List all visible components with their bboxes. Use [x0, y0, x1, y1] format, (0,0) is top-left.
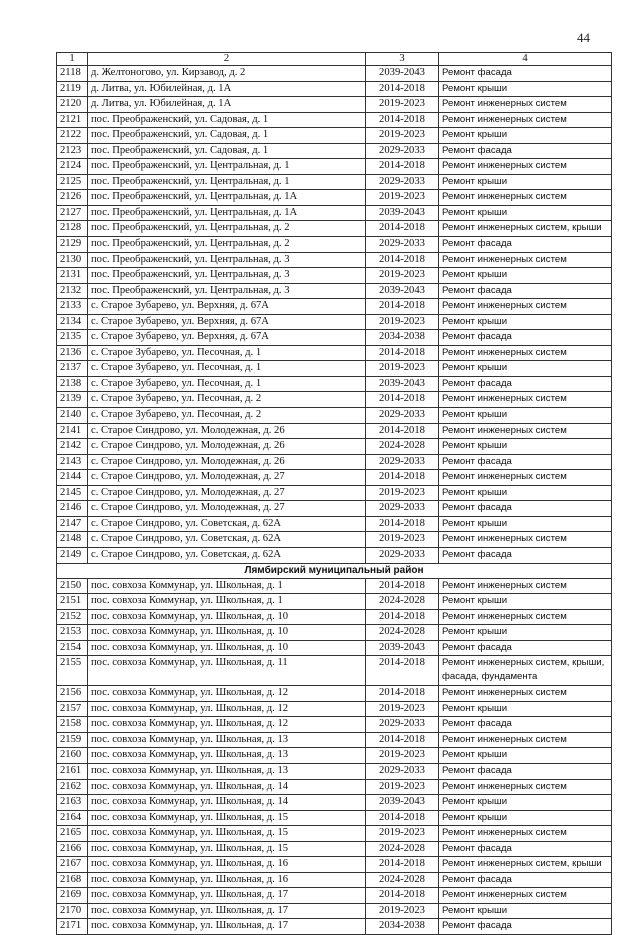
table-row [57, 640, 612, 656]
row-number: 2160 [57, 748, 88, 764]
row-work-type: Ремонт крыши [439, 439, 612, 455]
table-row [57, 330, 612, 346]
row-work-type: Ремонт крыши [439, 128, 612, 144]
row-period: 2014-2018 [366, 299, 439, 315]
row-work-type: Ремонт инженерных систем [439, 190, 612, 206]
row-number: 2150 [57, 578, 88, 594]
row-address: пос. совхоза Коммунар, ул. Школьная, д. 13 [88, 748, 366, 764]
section-row [57, 563, 612, 578]
row-period: 2019-2023 [366, 748, 439, 764]
row-number: 2153 [57, 625, 88, 641]
row-address: пос. совхоза Коммунар, ул. Школьная, д. 17 [88, 919, 366, 935]
row-number: 2166 [57, 841, 88, 857]
row-number: 2165 [57, 826, 88, 842]
row-period: 2014-2018 [366, 888, 439, 904]
row-number: 2122 [57, 128, 88, 144]
row-work-type: Ремонт крыши [439, 516, 612, 532]
row-work-type: Ремонт инженерных систем [439, 112, 612, 128]
row-period: 2029-2033 [366, 454, 439, 470]
row-period: 2039-2043 [366, 66, 439, 82]
row-address: с. Старое Синдрово, ул. Молодежная, д. 26 [88, 439, 366, 455]
table-row [57, 609, 612, 625]
row-address: с. Старое Зубарево, ул. Песочная, д. 2 [88, 408, 366, 424]
row-number: 2169 [57, 888, 88, 904]
row-work-type: Ремонт фасада [439, 66, 612, 82]
row-number: 2133 [57, 299, 88, 315]
row-period: 2039-2043 [366, 205, 439, 221]
row-period: 2019-2023 [366, 485, 439, 501]
row-work-type: Ремонт крыши [439, 408, 612, 424]
row-address: пос. совхоза Коммунар, ул. Школьная, д. 17 [88, 888, 366, 904]
table-row [57, 205, 612, 221]
row-number: 2158 [57, 717, 88, 733]
row-address: с. Старое Синдрово, ул. Советская, д. 62А [88, 532, 366, 548]
row-number: 2139 [57, 392, 88, 408]
row-number: 2168 [57, 872, 88, 888]
row-work-type: Ремонт крыши [439, 795, 612, 811]
row-period: 2014-2018 [366, 732, 439, 748]
row-work-type: Ремонт инженерных систем [439, 578, 612, 594]
header-col-2: 2 [88, 53, 366, 66]
table-row [57, 314, 612, 330]
row-address: пос. совхоза Коммунар, ул. Школьная, д. 17 [88, 903, 366, 919]
row-number: 2154 [57, 640, 88, 656]
table-row [57, 470, 612, 486]
section-title: Лямбирский муниципальный район [57, 563, 612, 578]
row-number: 2170 [57, 903, 88, 919]
row-number: 2141 [57, 423, 88, 439]
table-row [57, 732, 612, 748]
row-period: 2019-2023 [366, 97, 439, 113]
row-period: 2019-2023 [366, 701, 439, 717]
row-number: 2152 [57, 609, 88, 625]
row-period: 2029-2033 [366, 408, 439, 424]
row-period: 2039-2043 [366, 376, 439, 392]
row-number: 2132 [57, 283, 88, 299]
header-col-4: 4 [439, 53, 612, 66]
header-row [57, 53, 612, 66]
row-number: 2142 [57, 439, 88, 455]
row-address: с. Старое Синдрово, ул. Советская, д. 62А [88, 516, 366, 532]
row-work-type: Ремонт фасада [439, 376, 612, 392]
table-row [57, 345, 612, 361]
row-number: 2128 [57, 221, 88, 237]
row-period: 2029-2033 [366, 763, 439, 779]
row-address: с. Старое Синдрово, ул. Советская, д. 62А [88, 547, 366, 563]
row-address: пос. совхоза Коммунар, ул. Школьная, д. 10 [88, 609, 366, 625]
table-row [57, 408, 612, 424]
row-period: 2019-2023 [366, 314, 439, 330]
row-period: 2039-2043 [366, 283, 439, 299]
row-period: 2014-2018 [366, 81, 439, 97]
row-address: пос. совхоза Коммунар, ул. Школьная, д. 13 [88, 732, 366, 748]
row-number: 2161 [57, 763, 88, 779]
row-address: пос. Преображенский, ул. Садовая, д. 1 [88, 128, 366, 144]
row-address: с. Старое Синдрово, ул. Молодежная, д. 27 [88, 470, 366, 486]
row-number: 2130 [57, 252, 88, 268]
row-number: 2136 [57, 345, 88, 361]
row-address: д. Желтоногово, ул. Кирзавод, д. 2 [88, 66, 366, 82]
row-work-type: Ремонт крыши [439, 748, 612, 764]
row-period: 2014-2018 [366, 159, 439, 175]
row-number: 2156 [57, 686, 88, 702]
row-period: 2034-2038 [366, 919, 439, 935]
row-work-type: Ремонт фасада [439, 143, 612, 159]
row-address: пос. совхоза Коммунар, ул. Школьная, д. 12 [88, 717, 366, 733]
row-number: 2126 [57, 190, 88, 206]
row-period: 2039-2043 [366, 640, 439, 656]
table-body-part-1 [57, 66, 612, 564]
row-work-type: Ремонт фасада [439, 501, 612, 517]
row-period: 2014-2018 [366, 470, 439, 486]
row-period: 2014-2018 [366, 392, 439, 408]
row-address: с. Старое Зубарево, ул. Верхняя, д. 67А [88, 330, 366, 346]
row-work-type: Ремонт крыши [439, 485, 612, 501]
row-number: 2171 [57, 919, 88, 935]
row-work-type: Ремонт фасада [439, 763, 612, 779]
row-work-type: Ремонт крыши [439, 314, 612, 330]
row-number: 2138 [57, 376, 88, 392]
row-work-type: Ремонт инженерных систем [439, 532, 612, 548]
row-work-type: Ремонт фасада [439, 841, 612, 857]
row-number: 2144 [57, 470, 88, 486]
row-address: пос. совхоза Коммунар, ул. Школьная, д. 12 [88, 686, 366, 702]
row-address: пос. совхоза Коммунар, ул. Школьная, д. 13 [88, 763, 366, 779]
table-row [57, 97, 612, 113]
row-address: пос. совхоза Коммунар, ул. Школьная, д. 1 [88, 578, 366, 594]
row-number: 2159 [57, 732, 88, 748]
row-work-type: Ремонт инженерных систем [439, 779, 612, 795]
table-row [57, 485, 612, 501]
table-row [57, 857, 612, 873]
row-work-type: Ремонт крыши [439, 268, 612, 284]
row-work-type: Ремонт инженерных систем [439, 345, 612, 361]
row-period: 2019-2023 [366, 903, 439, 919]
row-address: пос. Преображенский, ул. Центральная, д. 3 [88, 268, 366, 284]
table-row [57, 190, 612, 206]
row-period: 2019-2023 [366, 532, 439, 548]
row-work-type: Ремонт фасада [439, 237, 612, 253]
row-period: 2014-2018 [366, 578, 439, 594]
row-number: 2118 [57, 66, 88, 82]
row-number: 2151 [57, 594, 88, 610]
row-period: 2029-2033 [366, 501, 439, 517]
table-row [57, 795, 612, 811]
table-row [57, 143, 612, 159]
row-number: 2145 [57, 485, 88, 501]
table-body-part-2 [57, 578, 612, 934]
row-number: 2127 [57, 205, 88, 221]
row-address: с. Старое Синдрово, ул. Молодежная, д. 26 [88, 423, 366, 439]
table-row [57, 81, 612, 97]
row-work-type: Ремонт инженерных систем [439, 97, 612, 113]
row-address: д. Литва, ул. Юбилейная, д. 1А [88, 97, 366, 113]
row-number: 2164 [57, 810, 88, 826]
row-number: 2146 [57, 501, 88, 517]
row-address: пос. совхоза Коммунар, ул. Школьная, д. 15 [88, 841, 366, 857]
row-address: пос. совхоза Коммунар, ул. Школьная, д. 15 [88, 810, 366, 826]
row-period: 2024-2028 [366, 872, 439, 888]
row-address: пос. совхоза Коммунар, ул. Школьная, д. 11 [88, 656, 366, 686]
row-period: 2014-2018 [366, 112, 439, 128]
row-number: 2143 [57, 454, 88, 470]
table-row [57, 454, 612, 470]
row-period: 2019-2023 [366, 190, 439, 206]
row-address: с. Старое Зубарево, ул. Верхняя, д. 67А [88, 299, 366, 315]
repair-schedule-table [56, 52, 612, 935]
row-work-type: Ремонт фасада [439, 330, 612, 346]
row-work-type: Ремонт фасада [439, 919, 612, 935]
row-address: д. Литва, ул. Юбилейная, д. 1А [88, 81, 366, 97]
table-row [57, 159, 612, 175]
table-row [57, 919, 612, 935]
row-number: 2137 [57, 361, 88, 377]
row-number: 2163 [57, 795, 88, 811]
row-period: 2014-2018 [366, 516, 439, 532]
row-work-type: Ремонт инженерных систем [439, 299, 612, 315]
row-work-type: Ремонт крыши [439, 361, 612, 377]
table-row [57, 252, 612, 268]
row-period: 2039-2043 [366, 795, 439, 811]
row-period: 2019-2023 [366, 128, 439, 144]
row-number: 2167 [57, 857, 88, 873]
table-row [57, 826, 612, 842]
row-number: 2135 [57, 330, 88, 346]
row-work-type: Ремонт фасада [439, 717, 612, 733]
row-address: пос. Преображенский, ул. Центральная, д. 3 [88, 252, 366, 268]
row-period: 2014-2018 [366, 423, 439, 439]
row-work-type: Ремонт фасада [439, 547, 612, 563]
table-row [57, 66, 612, 82]
row-number: 2162 [57, 779, 88, 795]
row-address: с. Старое Синдрово, ул. Молодежная, д. 27 [88, 485, 366, 501]
row-period: 2014-2018 [366, 345, 439, 361]
row-period: 2019-2023 [366, 268, 439, 284]
row-work-type: Ремонт инженерных систем [439, 392, 612, 408]
row-number: 2119 [57, 81, 88, 97]
table-row [57, 888, 612, 904]
row-address: пос. совхоза Коммунар, ул. Школьная, д. 10 [88, 625, 366, 641]
row-work-type: Ремонт фасада [439, 640, 612, 656]
row-period: 2024-2028 [366, 594, 439, 610]
row-work-type: Ремонт инженерных систем [439, 732, 612, 748]
table-row [57, 810, 612, 826]
row-number: 2147 [57, 516, 88, 532]
table-row [57, 748, 612, 764]
row-work-type: Ремонт крыши [439, 205, 612, 221]
row-number: 2140 [57, 408, 88, 424]
row-address: пос. совхоза Коммунар, ул. Школьная, д. 16 [88, 857, 366, 873]
row-number: 2134 [57, 314, 88, 330]
page-number: 44 [577, 30, 590, 45]
row-work-type: Ремонт крыши [439, 701, 612, 717]
header-col-3: 3 [366, 53, 439, 66]
row-address: пос. Преображенский, ул. Центральная, д. 1А [88, 205, 366, 221]
table-row [57, 532, 612, 548]
row-address: пос. Преображенский, ул. Центральная, д. 1 [88, 174, 366, 190]
row-work-type: Ремонт крыши [439, 594, 612, 610]
row-period: 2029-2033 [366, 174, 439, 190]
table-row [57, 516, 612, 532]
row-period: 2019-2023 [366, 779, 439, 795]
row-work-type: Ремонт фасада [439, 283, 612, 299]
row-period: 2014-2018 [366, 221, 439, 237]
row-work-type: Ремонт крыши [439, 81, 612, 97]
row-work-type: Ремонт инженерных систем [439, 609, 612, 625]
row-work-type: Ремонт инженерных систем, крыши [439, 221, 612, 237]
row-work-type: Ремонт инженерных систем [439, 686, 612, 702]
row-period: 2029-2033 [366, 237, 439, 253]
row-address: пос. Преображенский, ул. Садовая, д. 1 [88, 112, 366, 128]
row-address: пос. совхоза Коммунар, ул. Школьная, д. 14 [88, 779, 366, 795]
row-address: пос. Преображенский, ул. Центральная, д. 1 [88, 159, 366, 175]
table-row [57, 841, 612, 857]
row-number: 2125 [57, 174, 88, 190]
row-address: пос. Преображенский, ул. Центральная, д. 2 [88, 237, 366, 253]
table-row [57, 299, 612, 315]
row-period: 2029-2033 [366, 143, 439, 159]
row-number: 2155 [57, 656, 88, 686]
row-address: пос. совхоза Коммунар, ул. Школьная, д. 14 [88, 795, 366, 811]
row-work-type: Ремонт инженерных систем [439, 423, 612, 439]
table-row [57, 268, 612, 284]
row-work-type: Ремонт инженерных систем [439, 252, 612, 268]
row-period: 2029-2033 [366, 717, 439, 733]
table-row [57, 392, 612, 408]
table-row [57, 423, 612, 439]
table-row [57, 439, 612, 455]
row-work-type: Ремонт фасада [439, 872, 612, 888]
row-address: с. Старое Зубарево, ул. Песочная, д. 1 [88, 345, 366, 361]
row-work-type: Ремонт крыши [439, 903, 612, 919]
row-period: 2024-2028 [366, 439, 439, 455]
row-period: 2019-2023 [366, 361, 439, 377]
row-address: пос. Преображенский, ул. Центральная, д. 2 [88, 221, 366, 237]
row-number: 2131 [57, 268, 88, 284]
table-row [57, 237, 612, 253]
row-work-type: Ремонт крыши [439, 810, 612, 826]
table-row [57, 283, 612, 299]
table-row [57, 701, 612, 717]
row-work-type: Ремонт инженерных систем [439, 159, 612, 175]
row-number: 2129 [57, 237, 88, 253]
table-row [57, 656, 612, 686]
table-row [57, 376, 612, 392]
header-col-1: 1 [57, 53, 88, 66]
row-address: пос. совхоза Коммунар, ул. Школьная, д. 12 [88, 701, 366, 717]
row-address: с. Старое Зубарево, ул. Песочная, д. 1 [88, 361, 366, 377]
row-number: 2121 [57, 112, 88, 128]
table-row [57, 361, 612, 377]
table-row [57, 717, 612, 733]
row-period: 2014-2018 [366, 810, 439, 826]
row-period: 2014-2018 [366, 252, 439, 268]
row-number: 2124 [57, 159, 88, 175]
table-row [57, 578, 612, 594]
row-number: 2120 [57, 97, 88, 113]
row-address: пос. совхоза Коммунар, ул. Школьная, д. 10 [88, 640, 366, 656]
row-period: 2029-2033 [366, 547, 439, 563]
table-row [57, 221, 612, 237]
row-address: пос. совхоза Коммунар, ул. Школьная, д. 16 [88, 872, 366, 888]
table-header [57, 53, 612, 66]
row-address: с. Старое Зубарево, ул. Песочная, д. 1 [88, 376, 366, 392]
row-address: пос. совхоза Коммунар, ул. Школьная, д. 15 [88, 826, 366, 842]
row-work-type: Ремонт инженерных систем, крыши, фасада, фундамента [439, 656, 612, 686]
table-row [57, 547, 612, 563]
row-work-type: Ремонт крыши [439, 174, 612, 190]
table-row [57, 594, 612, 610]
row-address: с. Старое Зубарево, ул. Верхняя, д. 67А [88, 314, 366, 330]
row-address: с. Старое Зубарево, ул. Песочная, д. 2 [88, 392, 366, 408]
row-work-type: Ремонт инженерных систем [439, 888, 612, 904]
row-address: пос. Преображенский, ул. Центральная, д. 1А [88, 190, 366, 206]
row-address: пос. Преображенский, ул. Центральная, д. 3 [88, 283, 366, 299]
row-period: 2024-2028 [366, 625, 439, 641]
table-row [57, 625, 612, 641]
row-number: 2149 [57, 547, 88, 563]
row-number: 2148 [57, 532, 88, 548]
row-address: пос. Преображенский, ул. Садовая, д. 1 [88, 143, 366, 159]
table-row [57, 501, 612, 517]
row-period: 2014-2018 [366, 609, 439, 625]
row-address: пос. совхоза Коммунар, ул. Школьная, д. 1 [88, 594, 366, 610]
row-address: с. Старое Синдрово, ул. Молодежная, д. 26 [88, 454, 366, 470]
table-row [57, 174, 612, 190]
row-period: 2019-2023 [366, 826, 439, 842]
table-row [57, 779, 612, 795]
row-work-type: Ремонт крыши [439, 625, 612, 641]
row-work-type: Ремонт инженерных систем, крыши [439, 857, 612, 873]
row-period: 2014-2018 [366, 857, 439, 873]
row-period: 2034-2038 [366, 330, 439, 346]
table-row [57, 686, 612, 702]
row-work-type: Ремонт инженерных систем [439, 826, 612, 842]
row-work-type: Ремонт инженерных систем [439, 470, 612, 486]
row-address: с. Старое Синдрово, ул. Молодежная, д. 27 [88, 501, 366, 517]
table-row [57, 763, 612, 779]
table-row [57, 112, 612, 128]
table-row [57, 872, 612, 888]
row-number: 2157 [57, 701, 88, 717]
table-row [57, 128, 612, 144]
row-number: 2123 [57, 143, 88, 159]
section-header-body [57, 563, 612, 578]
row-period: 2024-2028 [366, 841, 439, 857]
row-period: 2014-2018 [366, 656, 439, 686]
table-row [57, 903, 612, 919]
row-period: 2014-2018 [366, 686, 439, 702]
row-work-type: Ремонт фасада [439, 454, 612, 470]
